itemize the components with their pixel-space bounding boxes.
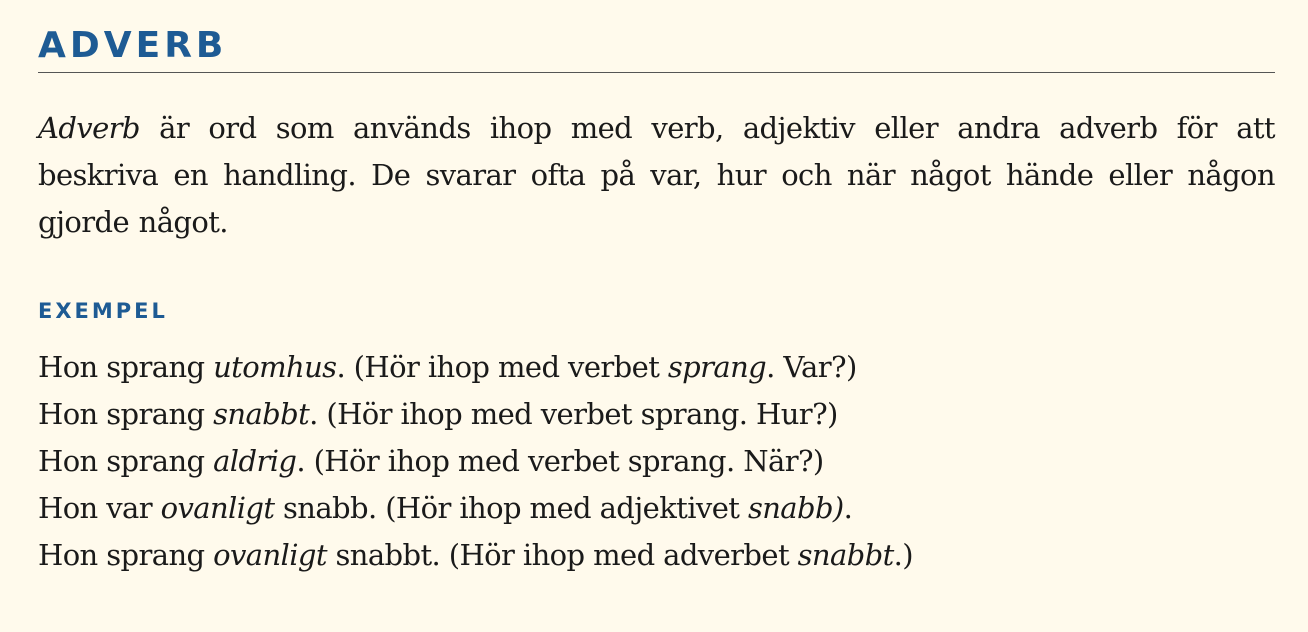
example-text: . (Hör ihop med verbet — [336, 350, 668, 384]
example-emphasis: ovanligt — [213, 538, 327, 572]
example-emphasis: snabbt — [213, 397, 310, 431]
example-line — [38, 438, 1275, 485]
example-line — [38, 532, 1275, 579]
example-line — [38, 485, 1275, 532]
examples-list — [38, 344, 1275, 579]
example-text: Hon sprang — [38, 538, 214, 572]
example-text: .) — [893, 538, 913, 572]
example-emphasis: aldrig — [213, 444, 297, 478]
example-line — [38, 344, 1275, 391]
example-text: . Var?) — [766, 350, 857, 384]
example-emphasis: sprang — [667, 350, 767, 384]
example-text: snabb. (Hör ihop med adjektivet — [274, 491, 748, 525]
example-text: . (Hör ihop med verbet sprang. Hur?) — [309, 397, 838, 431]
page-title: ADVERB — [38, 25, 228, 66]
intro-text: är ord som används ihop med verb, adjektiv eller andra adverb för att beskriva en handling. De svarar ofta på var, hur och när något hände eller någon gjorde något. — [38, 111, 1275, 239]
example-emphasis: ovanligt — [160, 491, 275, 525]
intro-paragraph — [38, 105, 1275, 246]
example-line — [38, 391, 1275, 438]
example-text: . — [843, 491, 853, 525]
example-text: Hon sprang — [38, 397, 214, 431]
example-text: Hon sprang — [38, 350, 214, 384]
example-emphasis: snabbt — [797, 538, 894, 572]
example-text: Hon var — [38, 491, 161, 525]
document-page — [38, 0, 1275, 579]
example-text: Hon sprang — [38, 444, 214, 478]
example-text: snabbt. (Hör ihop med adverbet — [326, 538, 798, 572]
intro-term: Adverb — [38, 111, 140, 145]
title-divider — [38, 72, 1275, 73]
examples-heading: EXEMPEL — [38, 299, 168, 323]
example-emphasis: snabb) — [747, 491, 844, 525]
example-emphasis: utomhus — [213, 350, 337, 384]
example-text: . (Hör ihop med verbet sprang. När?) — [296, 444, 824, 478]
